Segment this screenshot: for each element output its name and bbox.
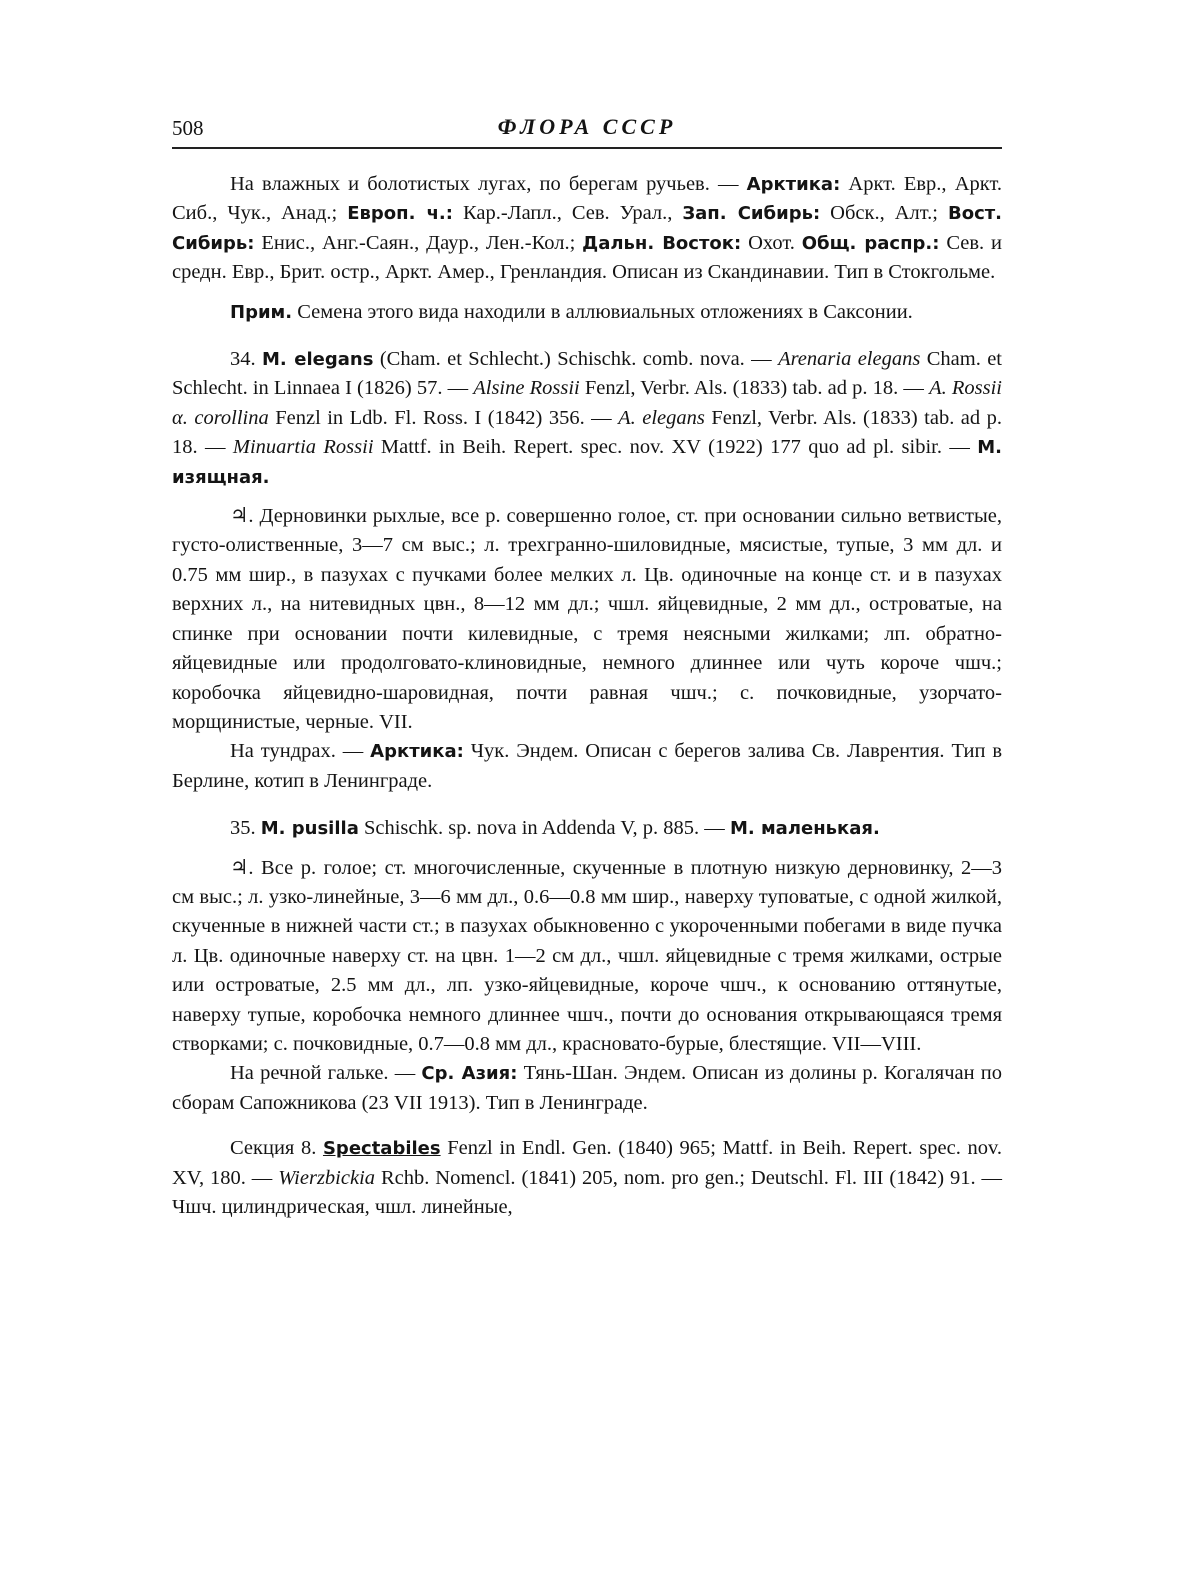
running-title: ФЛОРА СССР: [497, 114, 677, 139]
page-body: [172, 170, 1002, 1222]
page-number: 508: [172, 116, 204, 140]
species-35-description: ♃. Все р. голое; ст. многочисленные, скученные в плотную низкую дерновинку, 2—3 см выс.; л. узко-линейные, 3—6 мм дл., 0.6—0.8 мм шир., наверху туповатые, с одной жилкой, скученные в нижней части ст.; в пазухах обыкновенно с укороченными побегами в виде пучка л. Цв. одиночные наверху ст. на цвн. 1—2 см дл., чшл. яйцевидные с тремя жилками, острые или островатые, 2.5 мм дл., лп. узко-яйцевидные, короче чшч., к основанию оттянутые, наверху тупые, коробочка немного длиннее чшч., почти до основания открывающаяся тремя створками; с. почковидные, 0.7—0.8 мм дл., красновато-бурые, блестящие. VII—VIII.: [172, 856, 1002, 1055]
page-header: [172, 114, 1002, 148]
note-paragraph: Прим. Семена этого вида находили в аллювиальных отложениях в Саксонии.: [230, 300, 913, 323]
species-35-heading: 35. M. pusilla Schischk. sp. nova in Addenda V, p. 885. — M. маленькая.: [230, 817, 880, 840]
header-rule: [172, 147, 1002, 149]
section-8-paragraph: Секция 8. Spectabiles Fenzl in Endl. Gen. (1840) 965; Mattf. in Beih. Repert. spec. nov. XV, 180. — Wierzbickia Rchb. Nomencl. (1841) 205, nom. pro gen.; Deutschl. Fl. III (1842) 91. — Чшч. цилиндрическая, чшл. линейные,: [172, 1137, 1003, 1218]
distribution-paragraph: На влажных и болотистых лугах, по берегам ручьев. — Арктика: Аркт. Евр., Аркт. Сиб., Чук., Анад.; Европ. ч.: Кар.-Лапл., Сев. Урал., Зап. Сибирь: Обск., Алт.; Вост. Сибирь: Енис., Анг.-Саян., Даур., Лен.-Кол.; Дальн. Восток: Охот. Общ. распр.: Сев. и средн. Евр., Брит. остр., Аркт. Амер., Гренландия. Описан из Скандинавии. Тип в Стокгольме.: [172, 173, 1003, 284]
species-34-heading: 34. M. elegans (Cham. et Schlecht.) Schischk. comb. nova. — Arenaria elegans Cham. et Schlecht. in Linnaea I (1826) 57. — Alsine Rossii Fenzl, Verbr. Als. (1833) tab. ad p. 18. — A. Rossii α. corollina Fenzl in Ldb. Fl. Ross. I (1842) 356. — A. elegans Fenzl, Verbr. Als. (1833) tab. ad p. 18. — Minuartia Rossii Mattf. in Beih. Repert. spec. nov. XV (1922) 177 quo ad pl. sibir. — M. изящная.: [172, 348, 1003, 488]
species-35-habitat: На речной гальке. — Ср. Азия: Тянь-Шан. Эндем. Описан из долины р. Когалячан по сборам Сапожникова (23 VII 1913). Тип в Ленинграде.: [172, 1062, 1002, 1114]
species-34-description: ♃. Дерновинки рыхлые, все р. совершенно голое, ст. при основании сильно ветвистые, густо-олиственные, 3—7 см выс.; л. трехгранно-шиловидные, мясистые, тупые, 3 мм дл. и 0.75 мм шир., в пазухах с пучками более мелких л. Цв. одиночные на конце ст. и в пазухах верхних л., на нитевидных цвн., 8—12 мм дл.; чшл. яйцевидные, 2 мм дл., островатые, на спинке при основании почти килевидные, с тремя неясными жилками; лп. обратно-яйцевидные или продолговато-клиновидные, немного длиннее или чуть короче чшч.; коробочка яйцевидно-шаровидная, почти равная чшч.; с. почковидные, узорчато-морщинистые, черные. VII.: [172, 505, 1002, 733]
species-34-habitat: На тундрах. — Арктика: Чук. Эндем. Описан с берегов залива Св. Лаврентия. Тип в Берлине, котип в Ленинграде.: [172, 740, 1002, 792]
